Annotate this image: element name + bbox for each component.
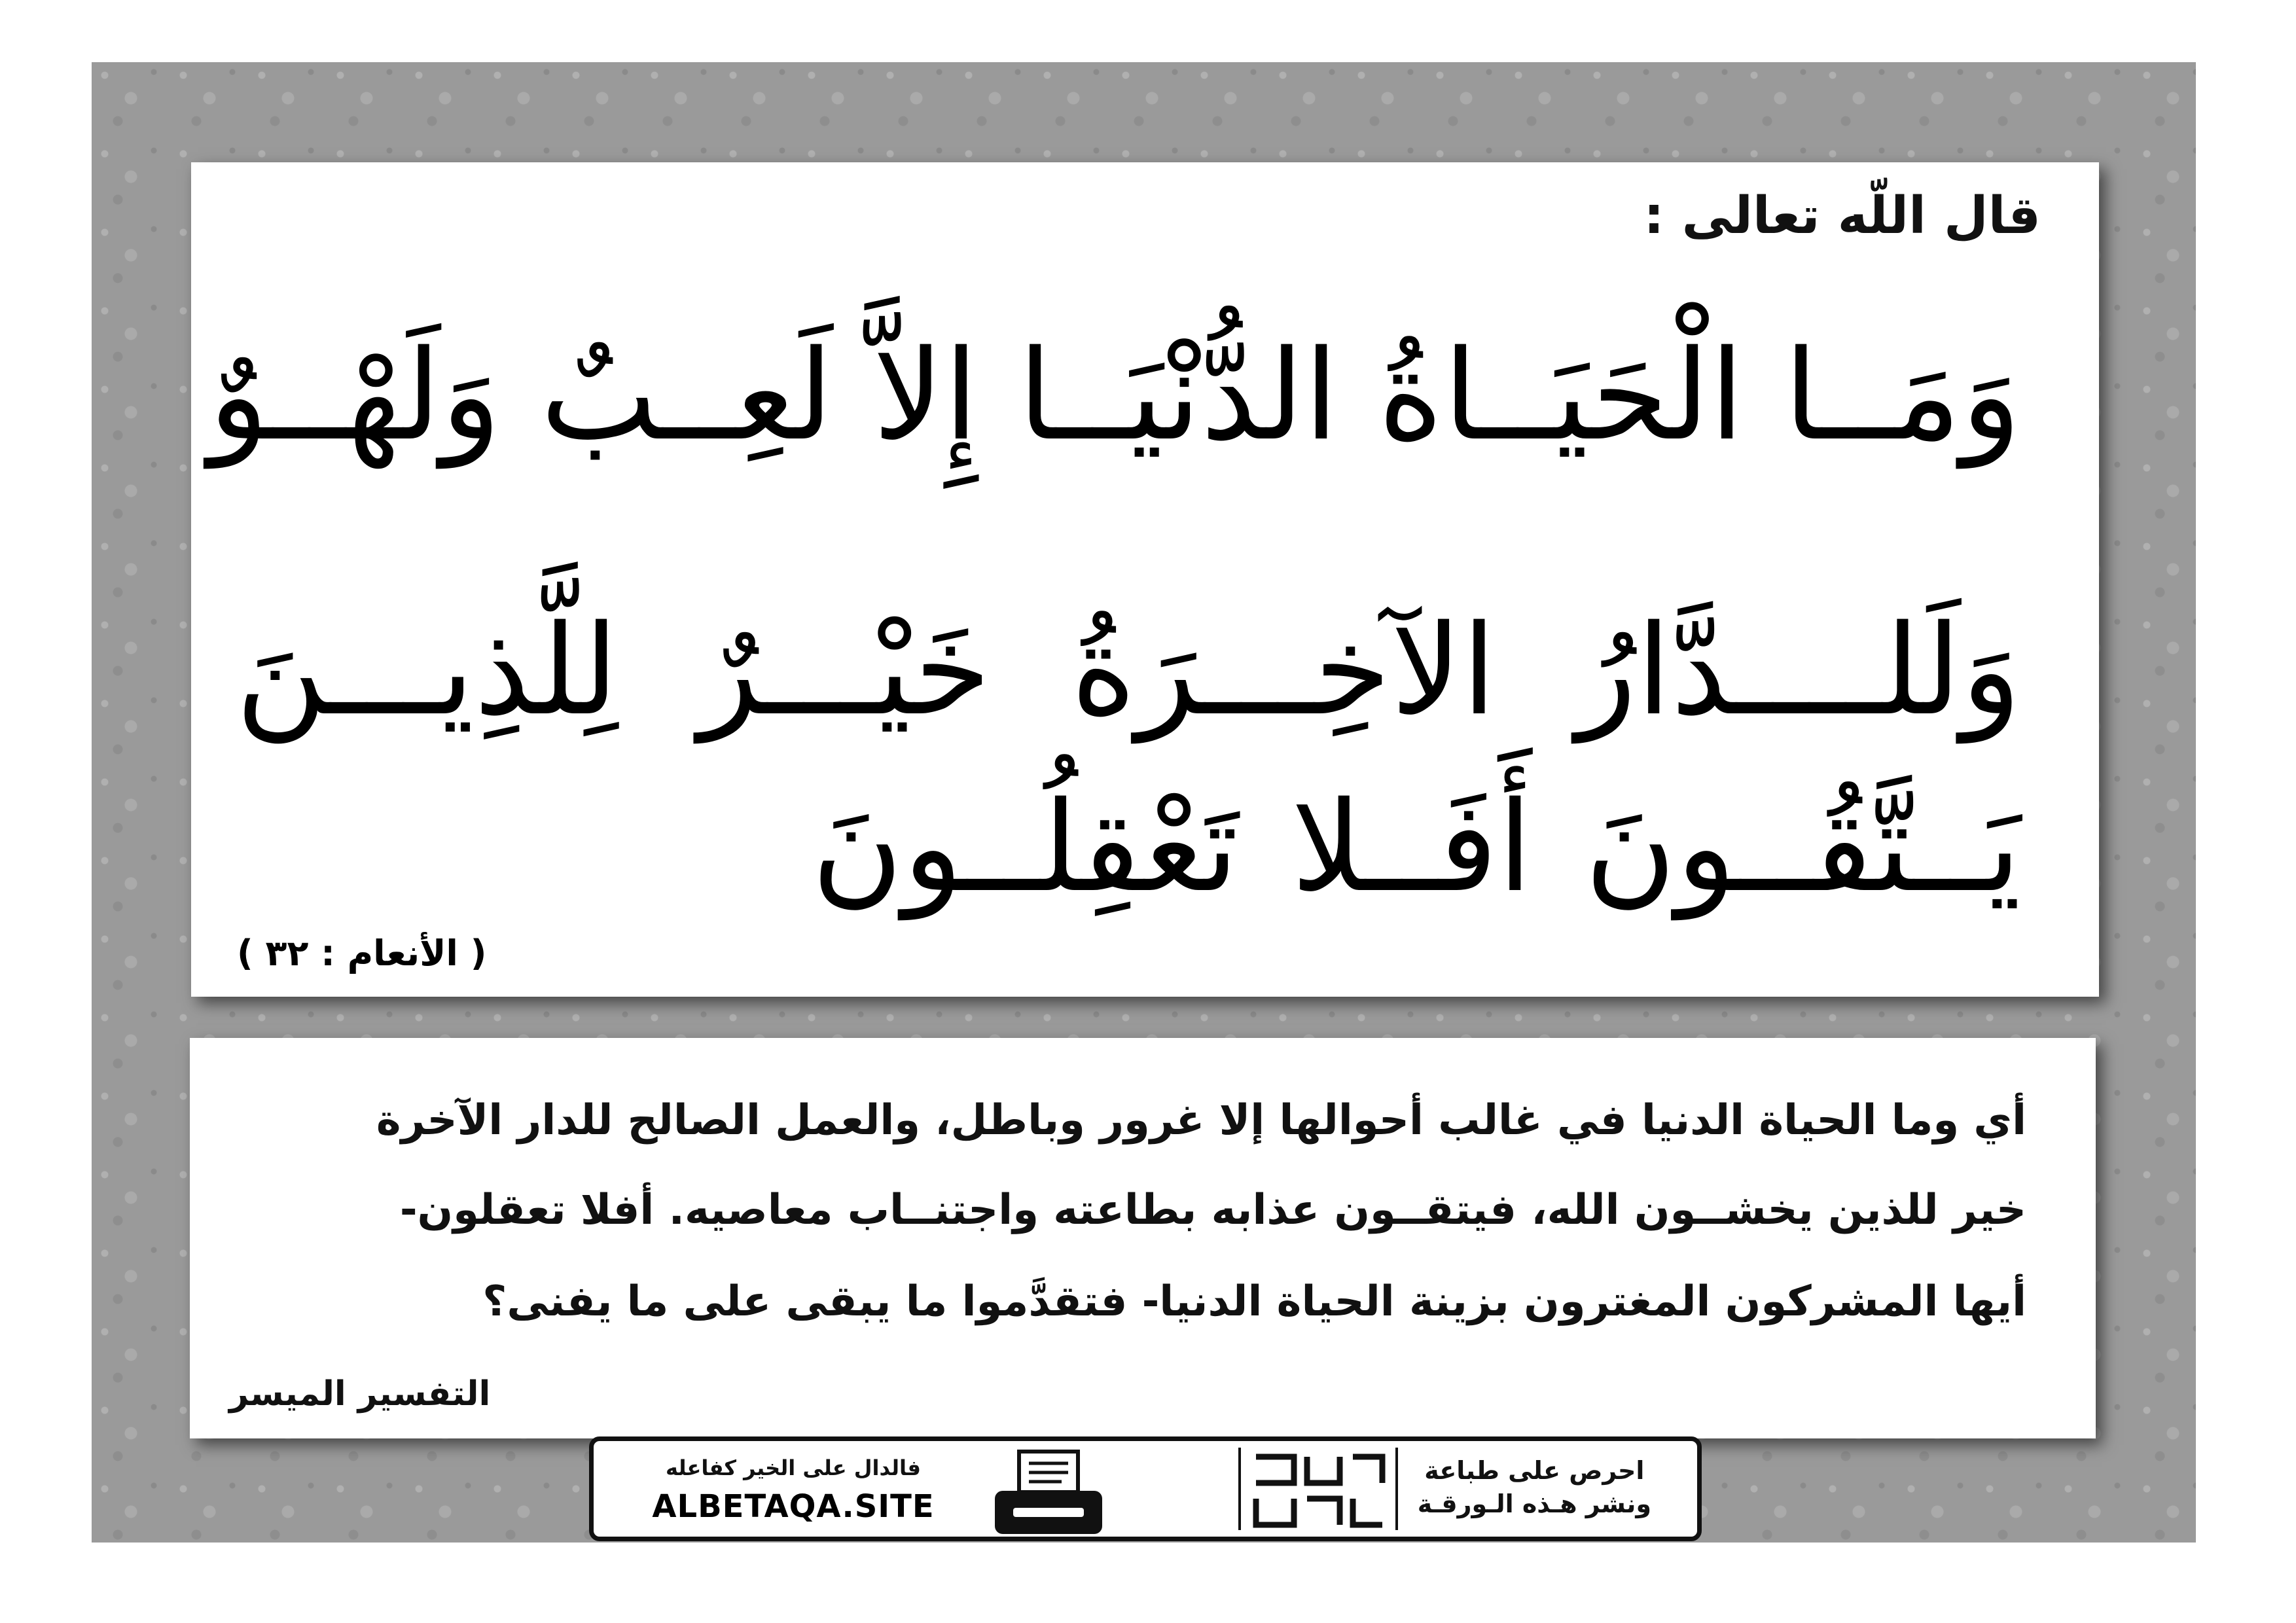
footer-site-link[interactable]: ALBETAQA.SITE	[652, 1488, 935, 1525]
tafsir-line-2: خير للذين يخشــون الله، فيتقــون عذابه بطاعته واجتنــاب معاصيه. أفلا تعقلون-	[399, 1186, 2026, 1234]
verse-line-3: يَــتَّقُــونَ أَفَــلا تَعْقِلُــونَ	[812, 775, 2021, 919]
footer-cta-line-2: ونشر هـذه الـورقـة	[1417, 1489, 1651, 1519]
tafsir-line-1: أي وما الحياة الدنيا في غالب أحوالها إلا غرور وباطل، والعمل الصالح للدار الآخرة	[376, 1096, 2026, 1145]
footer-proverb: فالدال على الخير كفاعله	[666, 1455, 921, 1480]
verse-line-2: وَلَلــــدَّارُ الآخِـــرَةُ خَيْـــرٌ لِلَّذِيـــنَ	[236, 598, 2021, 743]
tafsir-source: التفسير الميسر	[229, 1374, 491, 1414]
footer-call-to-action	[1418, 1454, 1651, 1522]
footer-divider	[1395, 1448, 1398, 1530]
verse-line-1: وَمَــا الْحَيَــاةُ الدُّنْيَــا إِلاَّ لَعِــبٌ وَلَهْــوٌ	[208, 323, 2021, 468]
footer-bar	[589, 1436, 1702, 1541]
intro-text: قال اللّه تعالى :	[1643, 187, 2041, 245]
verse-reference: ( الأنعام : ٣٢ )	[237, 933, 487, 974]
dawa-logo-icon	[1248, 1445, 1389, 1537]
footer-cta-line-1: احرص على طباعة	[1424, 1456, 1645, 1485]
tafsir-line-3: أيها المشركون المغترون بزينة الحياة الدنيا- فتقدَّموا ما يبقى على ما يفنى؟	[482, 1277, 2026, 1326]
footer-divider	[1238, 1448, 1241, 1530]
printer-icon	[990, 1448, 1107, 1539]
